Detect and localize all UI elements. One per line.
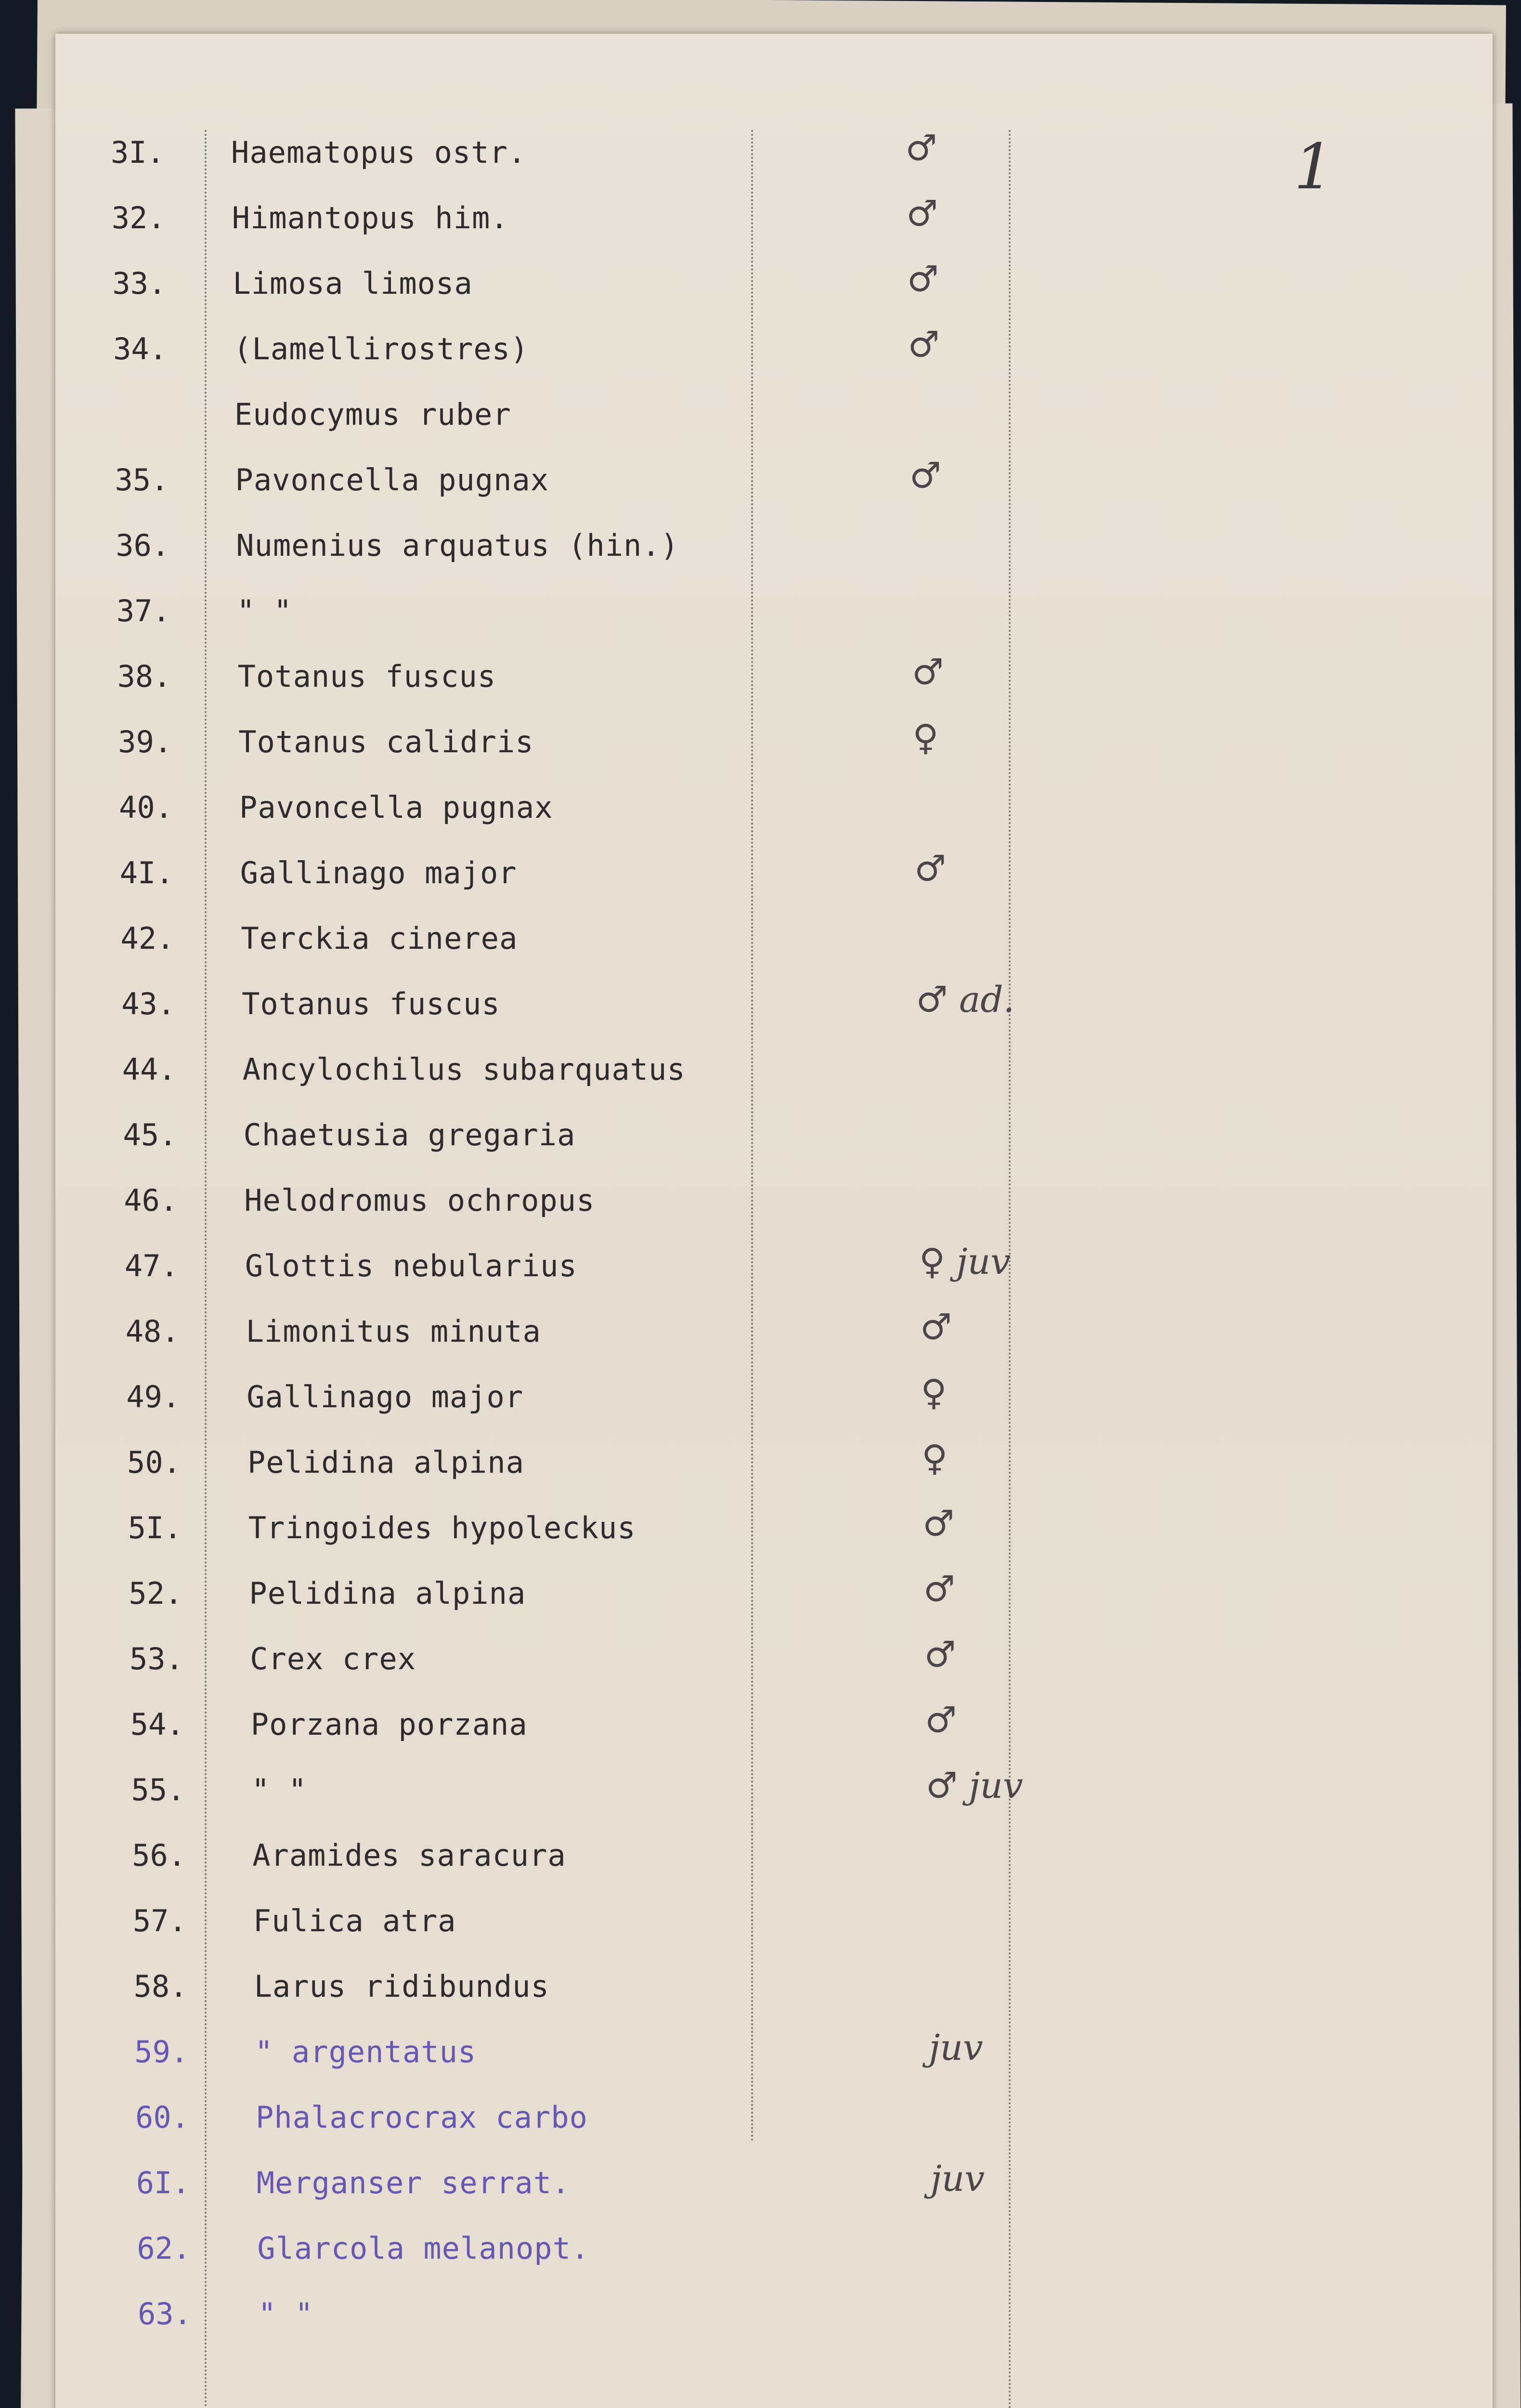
entry-number: 35. (115, 462, 169, 497)
species-name: Limonitus minuta (246, 1314, 541, 1349)
sex-age-annotation: ♂ (922, 1503, 955, 1544)
species-name: Pelidina alpina (247, 1445, 524, 1480)
sex-age-annotation: ♂ (914, 848, 947, 890)
entry-number: 34. (113, 331, 168, 366)
species-name: Phalacrocrax carbo (256, 2100, 588, 2135)
species-name: " " (236, 593, 292, 628)
species-name: Gallinago major (240, 855, 517, 890)
species-name: Pavoncella pugnax (239, 790, 553, 825)
entry-number: 33. (112, 266, 167, 301)
species-name: Helodromus ochropus (244, 1183, 595, 1218)
entry-number: 38. (117, 659, 171, 694)
species-name: Crex crex (250, 1641, 416, 1676)
sex-age-annotation: ♂ (924, 1700, 957, 1741)
species-name: (Lamellirostres) (234, 331, 529, 366)
sex-age-annotation: ♂ (907, 259, 939, 300)
entry-number: 44. (122, 1052, 176, 1087)
sex-age-annotation: ♀ (922, 1438, 948, 1479)
species-name: Pavoncella pugnax (235, 462, 549, 497)
entry-number: 42. (120, 921, 175, 956)
species-name: " " (258, 2296, 314, 2331)
entry-number: 47. (124, 1248, 179, 1283)
sex-age-annotation: ♂ (923, 1569, 955, 1610)
entry-number: 6I. (136, 2165, 190, 2200)
species-name: Glottis nebularius (245, 1248, 577, 1283)
entry-number: 52. (129, 1576, 183, 1611)
species-name: Totanus fuscus (237, 659, 496, 694)
entry-number: 58. (133, 1969, 188, 2004)
entry-number: 57. (132, 1903, 187, 1938)
species-name: Numenius arquatus (hin.) (236, 528, 679, 563)
entry-number: 39. (118, 724, 172, 759)
sex-age-annotation: ♂ (924, 1634, 956, 1675)
entry-number: 3I. (111, 135, 165, 170)
sex-age-annotation: ♂ juv (925, 1765, 1023, 1806)
entry-number: 40. (119, 790, 173, 825)
species-name: Aramides saracura (252, 1838, 566, 1873)
column-rule-middle (751, 130, 753, 2143)
sex-age-annotation: ♂ ad. (916, 979, 1014, 1021)
sex-age-annotation: ♀ (921, 1372, 947, 1413)
entry-number: 54. (130, 1707, 184, 1742)
sex-age-annotation: juv (930, 2158, 985, 2199)
species-name: Chaetusia gregaria (243, 1117, 576, 1152)
entry-number: 5I. (128, 1510, 182, 1545)
species-name: Eudocymus ruber (234, 397, 511, 432)
species-name: Totanus fuscus (242, 986, 500, 1021)
entry-number: 49. (126, 1379, 181, 1414)
sex-age-annotation: ♀ juv (919, 1241, 1011, 1283)
entry-number: 59. (134, 2034, 189, 2069)
typed-page (55, 34, 1493, 2408)
species-name: Tringoides hypoleckus (248, 1510, 636, 1545)
entry-number: 43. (121, 986, 176, 1021)
species-name: Limosa limosa (233, 266, 473, 301)
species-name: Fulica atra (253, 1903, 456, 1938)
entry-number: 46. (124, 1183, 178, 1218)
species-name: " " (251, 1772, 307, 1807)
entry-number: 45. (123, 1117, 177, 1152)
entry-number: 63. (138, 2296, 192, 2331)
sex-age-annotation: ♂ (905, 128, 937, 169)
entry-number: 36. (116, 528, 170, 563)
entry-number: 50. (127, 1445, 181, 1480)
entry-number: 53. (130, 1641, 184, 1676)
species-name: Haematopus ostr. (231, 135, 527, 170)
entry-number: 62. (137, 2231, 191, 2266)
species-name: Ancylochilus subarquatus (242, 1052, 686, 1087)
species-name: Merganser serrat. (256, 2165, 571, 2200)
entry-number: 4I. (119, 855, 174, 890)
species-name: Pelidina alpina (249, 1576, 526, 1611)
sex-age-annotation: ♀ (912, 717, 939, 759)
species-name: Larus ridibundus (254, 1969, 549, 2004)
species-name: Terckia cinerea (241, 921, 518, 956)
sex-age-annotation: ♂ (909, 455, 941, 497)
page-number: 1 (1294, 130, 1334, 203)
sex-age-annotation: ♂ (920, 1307, 952, 1348)
entry-number: 60. (135, 2100, 189, 2135)
species-name: Porzana porzana (250, 1707, 528, 1742)
sex-age-annotation: ♂ (906, 193, 938, 235)
entry-number: 37. (116, 593, 170, 628)
sex-age-annotation: juv (929, 2027, 983, 2068)
species-name: Glarcola melanopt. (257, 2231, 590, 2266)
entry-number: 55. (131, 1772, 185, 1807)
entry-number: 56. (132, 1838, 186, 1873)
species-name: Himantopus him. (232, 200, 509, 236)
entry-number: 32. (111, 200, 166, 236)
sex-age-annotation: ♂ (908, 324, 940, 366)
species-name: " argentatus (255, 2034, 477, 2069)
entry-number: 48. (125, 1314, 180, 1349)
species-name: Gallinago major (247, 1379, 524, 1414)
species-name: Totanus calidris (238, 724, 534, 759)
sex-age-annotation: ♂ (911, 652, 944, 693)
